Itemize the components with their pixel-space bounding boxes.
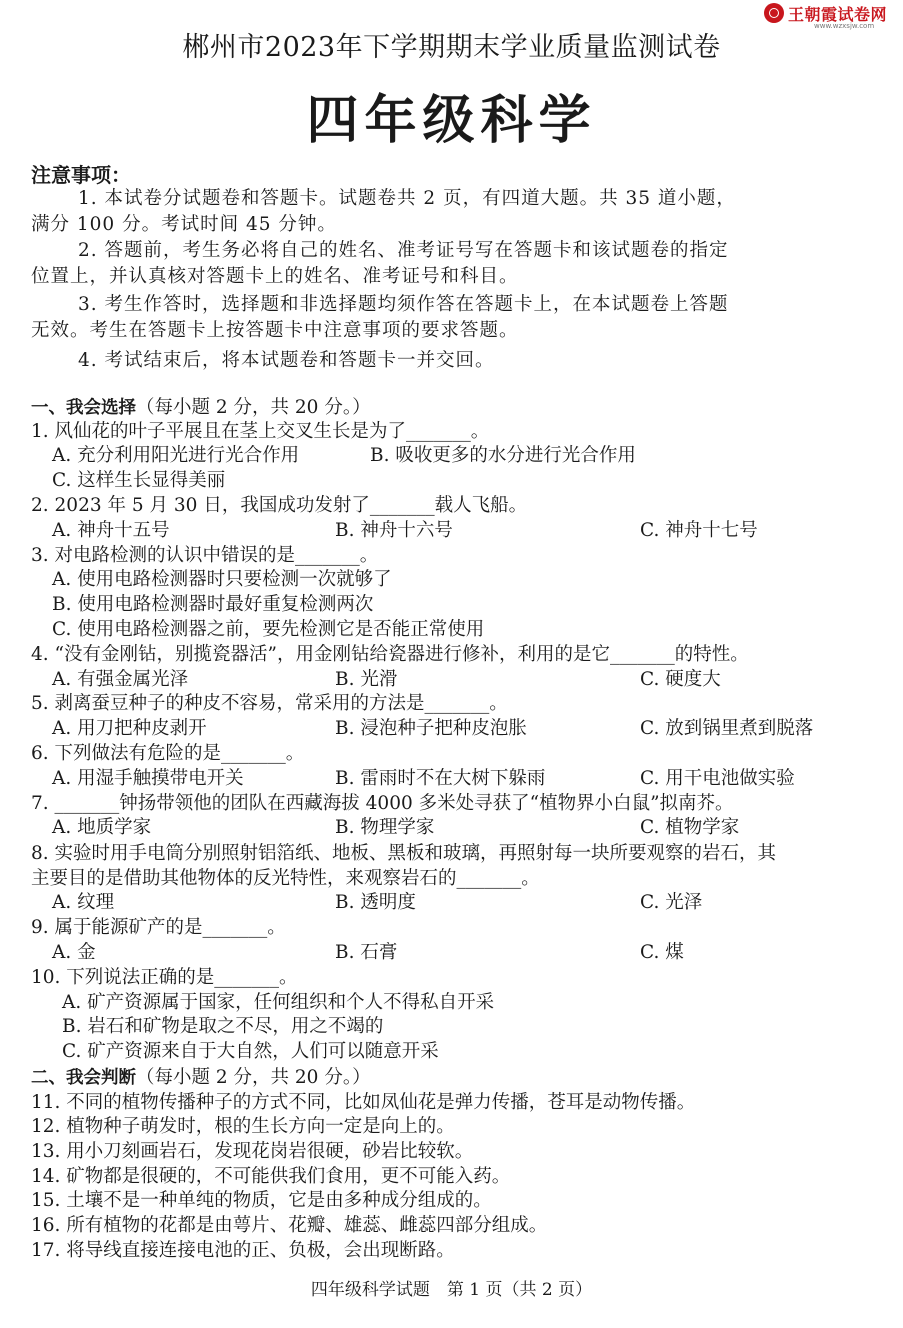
option: B. 物理学家 [335,817,435,838]
judge-question: 14. 矿物都是很硬的，不可能供我们食用，更不可能入药。 [31,1166,511,1187]
section-title: 二、我会判断 [31,1068,136,1088]
option: C. 光泽 [640,892,703,913]
notice-line: 1. 本试卷分试题卷和答题卡。试题卷共 2 页，有四道大题。共 35 道小题， [78,188,736,209]
option: C. 植物学家 [640,817,740,838]
option: A. 充分利用阳光进行光合作用 [52,445,300,466]
option: B. 神舟十六号 [335,520,453,541]
exam-title: 郴州市2023年下学期期末学业质量监测试卷 [182,32,721,63]
question-stem: 10. 下列说法正确的是_______。 [31,967,298,988]
judge-question: 11. 不同的植物传播种子的方式不同，比如凤仙花是弹力传播，苍耳是动物传播。 [31,1092,696,1113]
logo-seal-icon [764,3,784,23]
notice-line: 2. 答题前，考生务必将自己的姓名、准考证号写在答题卡和该试题卷的指定 [78,240,729,261]
option: B. 使用电路检测器时最好重复检测两次 [52,594,374,615]
question-stem: 3. 对电路检测的认识中错误的是_______。 [31,545,379,566]
question-stem: 9. 属于能源矿产的是_______。 [31,917,286,938]
notice-line: 4. 考试结束后，将本试题卷和答题卡一并交回。 [78,350,495,371]
question-stem: 5. 剥离蚕豆种子的种皮不容易，常采用的方法是_______。 [31,693,508,714]
question-stem: 7. _______钟扬带领他的团队在西藏海拔 4000 多米处寻获了“植物界小白鼠”拟南芥。 [31,793,734,814]
page-footer: 四年级科学试题 第 1 页（共 2 页） [310,1280,593,1300]
option: B. 透明度 [335,892,416,913]
logo-text: 王朝霞试卷网 [788,5,888,24]
option: C. 用干电池做实验 [640,768,795,789]
option: A. 用刀把种皮剥开 [52,718,207,739]
option: C. 矿产资源来自于大自然，人们可以随意开采 [62,1041,439,1062]
question-stem: 4. “没有金刚钻，别揽瓷器活”，用金刚钻给瓷器进行修补，利用的是它_______的特性。 [31,644,749,665]
option: C. 神舟十七号 [640,520,758,541]
section-heading [31,1066,371,1090]
option: B. 吸收更多的水分进行光合作用 [370,445,636,466]
option: B. 岩石和矿物是取之不尽，用之不竭的 [62,1016,384,1037]
question-stem: 8. 实验时用手电筒分别照射铝箔纸、地板、黑板和玻璃，再照射每一块所要观察的岩石，其 [31,843,777,864]
option: A. 有强金属光泽 [52,669,189,690]
notice-line: 位置上，并认真核对答题卡上的姓名、准考证号和科目。 [31,266,519,287]
question-stem-continued: 主要目的是借助其他物体的反光特性，来观察岩石的_______。 [31,868,540,889]
option: B. 浸泡种子把种皮泡胀 [335,718,527,739]
question-stem: 2. 2023 年 5 月 30 日，我国成功发射了_______载人飞船。 [31,495,528,516]
notice-line: 3. 考生作答时，选择题和非选择题均须作答在答题卡上，在本试题卷上答题 [78,294,729,315]
judge-question: 15. 土壤不是一种单纯的物质，它是由多种成分组成的。 [31,1190,492,1211]
judge-question: 13. 用小刀刻画岩石，发现花岗岩很硬，砂岩比较软。 [31,1141,474,1162]
logo-url: www.wzxsjw.com [814,22,875,30]
option: A. 地质学家 [52,817,152,838]
notice-line: 满分 100 分。考试时间 45 分钟。 [31,214,337,235]
option: A. 纹理 [52,892,115,913]
option: A. 使用电路检测器时只要检测一次就够了 [52,569,392,590]
section-title: 一、我会选择 [31,398,136,418]
option: B. 雷雨时不在大树下躲雨 [335,768,546,789]
option: C. 放到锅里煮到脱落 [640,718,814,739]
option: C. 硬度大 [640,669,721,690]
option: A. 金 [52,942,96,963]
question-stem: 6. 下列做法有危险的是_______。 [31,743,305,764]
notice-heading: 注意事项： [31,163,131,187]
exam-subject: 四年级科学 [306,91,597,151]
option: A. 神舟十五号 [52,520,170,541]
section-note: （每小题 2 分，共 20 分。） [136,1067,371,1088]
section-note: （每小题 2 分，共 20 分。） [136,397,371,418]
notice-line: 无效。考生在答题卡上按答题卡中注意事项的要求答题。 [31,320,519,341]
option: A. 矿产资源属于国家，任何组织和个人不得私自开采 [62,992,495,1013]
judge-question: 17. 将导线直接连接电池的正、负极，会出现断路。 [31,1240,455,1261]
option: C. 这样生长显得美丽 [52,470,226,491]
judge-question: 16. 所有植物的花都是由萼片、花瓣、雄蕊、雌蕊四部分组成。 [31,1215,548,1236]
judge-question: 12. 植物种子萌发时，根的生长方向一定是向上的。 [31,1116,455,1137]
option: C. 煤 [640,942,684,963]
option: B. 石膏 [335,942,398,963]
option: B. 光滑 [335,669,398,690]
section-heading [31,396,371,420]
option: C. 使用电路检测器之前，要先检测它是否能正常使用 [52,619,485,640]
option: A. 用湿手触摸带电开关 [52,768,244,789]
question-stem: 1. 风仙花的叶子平展且在茎上交叉生长是为了_______。 [31,421,490,442]
